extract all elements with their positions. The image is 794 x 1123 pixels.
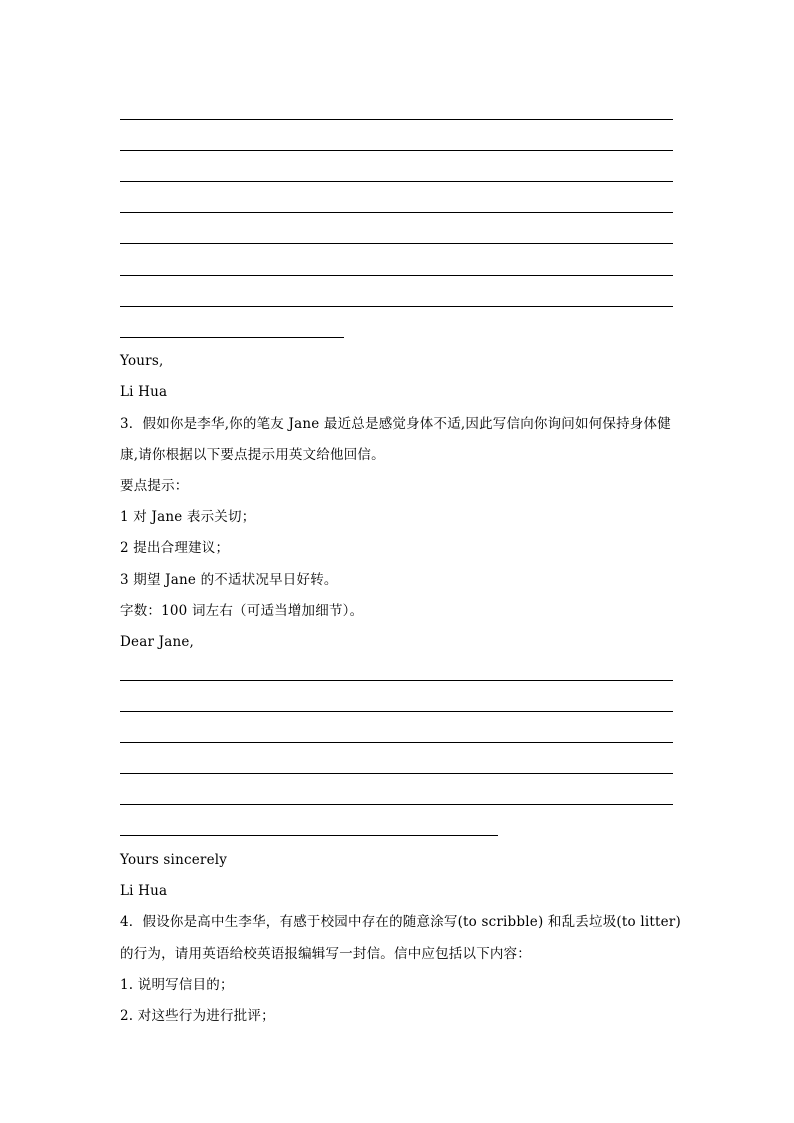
writing-line: [120, 275, 673, 276]
letter-closing: Yours,: [120, 353, 164, 369]
writing-line: [120, 243, 673, 244]
writing-line: [120, 306, 673, 307]
writing-line-short: [120, 835, 498, 836]
task3-prompt-line2: 康,请你根据以下要点提示用英文给他回信。: [120, 447, 385, 463]
writing-line: [120, 711, 673, 712]
writing-line: [120, 773, 673, 774]
task4-prompt-line2: 的行为，请用英语给校英语报编辑写一封信。信中应包括以下内容：: [120, 946, 531, 962]
task3-points-heading: 要点提示：: [120, 478, 189, 494]
task4-point-1: 1. 说明写信目的；: [120, 977, 234, 993]
task3-prompt-line1: 3．假如你是李华,你的笔友 Jane 最近总是感觉身体不适,因此写信向你询问如何保持身体健: [120, 416, 671, 432]
letter-signature: Li Hua: [120, 384, 168, 400]
task3-closing: Yours sincerely: [120, 852, 228, 868]
writing-line: [120, 680, 673, 681]
task3-signature: Li Hua: [120, 883, 168, 899]
writing-line: [120, 119, 673, 120]
writing-line: [120, 742, 673, 743]
writing-line: [120, 181, 673, 182]
writing-line: [120, 150, 673, 151]
task4-point-2: 2. 对这些行为进行批评；: [120, 1008, 275, 1024]
task3-salutation: Dear Jane,: [120, 634, 195, 650]
writing-line: [120, 804, 673, 805]
task3-point-2: 2 提出合理建议；: [120, 540, 230, 556]
task3-point-3: 3 期望 Jane 的不适状况早日好转。: [120, 572, 338, 588]
task3-point-1: 1 对 Jane 表示关切；: [120, 509, 256, 525]
writing-line: [120, 212, 673, 213]
writing-line-short: [120, 337, 344, 338]
task3-word-count: 字数：100 词左右（可适当增加细节）。: [120, 603, 364, 619]
task4-prompt-line1: 4．假设你是高中生李华，有感于校园中存在的随意涂写(to scribble) 和乱丢垃圾(to litter): [120, 914, 681, 930]
